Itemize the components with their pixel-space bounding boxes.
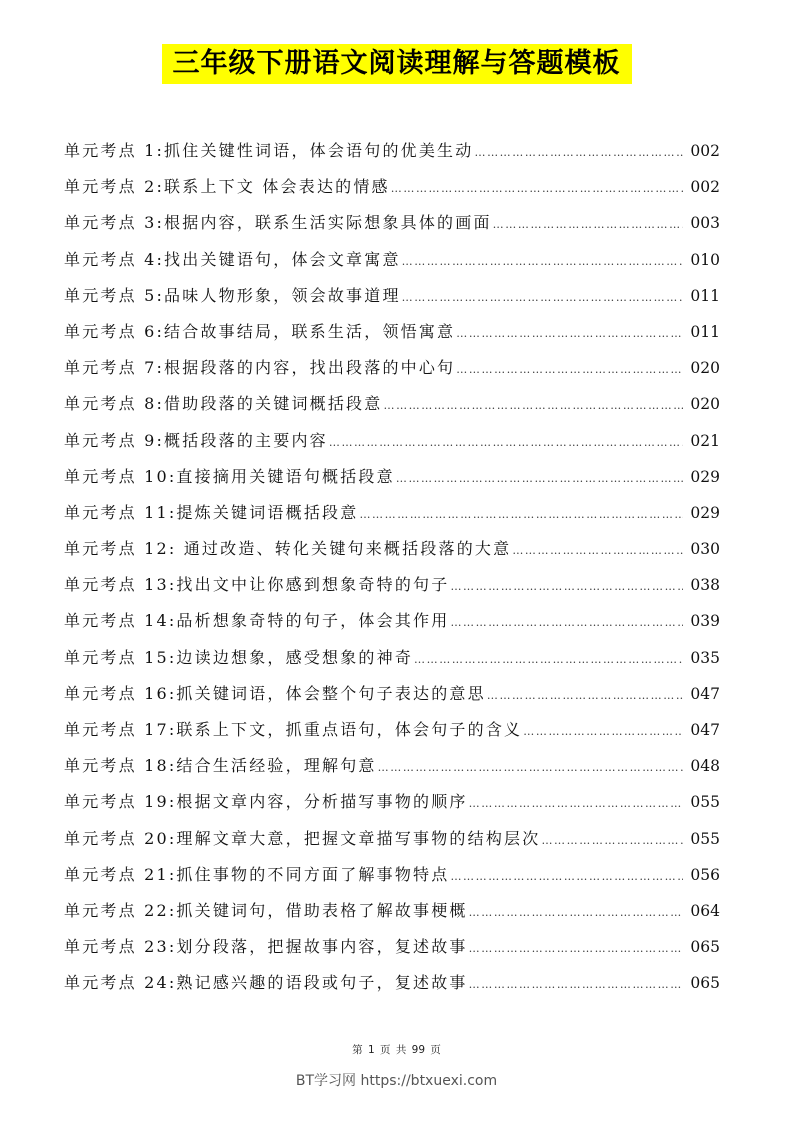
toc-entry-page: 020 <box>690 395 720 414</box>
toc-entry-page: 002 <box>690 178 720 197</box>
dot-leader <box>469 901 683 925</box>
toc-entry-page: 010 <box>690 250 720 269</box>
toc-entry-label: 单元考点 23:划分段落，把握故事内容，复述故事 <box>64 937 468 957</box>
dot-leader <box>396 467 683 491</box>
toc-entry-page: 039 <box>690 612 720 631</box>
toc-entry-label: 单元考点 14:品析想象奇特的句子，体会其作用 <box>64 611 450 631</box>
dot-leader <box>469 937 683 961</box>
dot-leader <box>329 431 683 455</box>
dot-leader <box>493 213 683 237</box>
toc-entry-label: 单元考点 16:抓关键词语，体会整个句子表达的意思 <box>64 683 486 703</box>
toc-entry[interactable] <box>64 899 720 935</box>
dot-leader <box>378 756 683 780</box>
toc-entry-label: 单元考点 13:找出文中让你感到想象奇特的句子 <box>64 575 450 595</box>
toc-entry[interactable] <box>64 971 720 1007</box>
toc-entry[interactable] <box>64 573 720 609</box>
dot-leader <box>359 503 683 527</box>
toc-entry-label: 单元考点 9:概括段落的主要内容 <box>64 430 328 450</box>
toc-entry-page: 055 <box>690 829 720 848</box>
toc-entry-page: 011 <box>690 322 720 341</box>
toc-entry[interactable] <box>64 609 720 645</box>
dot-leader <box>523 720 683 744</box>
toc-entry-page: 020 <box>690 359 720 378</box>
toc-entry[interactable] <box>64 320 720 356</box>
dot-leader <box>383 394 683 418</box>
toc-entry[interactable] <box>64 175 720 211</box>
toc-entry[interactable] <box>64 392 720 428</box>
dot-leader <box>469 792 683 816</box>
toc-entry-page: 056 <box>690 865 720 884</box>
toc-entry[interactable] <box>64 465 720 501</box>
toc-entry-label: 单元考点 20:理解文章大意，把握文章描写事物的结构层次 <box>64 828 541 848</box>
toc-entry-page: 064 <box>690 901 720 920</box>
toc-entry-page: 002 <box>690 142 720 160</box>
toc-entry[interactable] <box>64 682 720 718</box>
dot-leader <box>414 648 683 672</box>
dot-leader <box>402 286 683 310</box>
dot-leader <box>450 611 683 635</box>
toc-entry-page: 047 <box>690 684 720 703</box>
toc-entry-page: 029 <box>690 503 720 522</box>
toc-entry[interactable] <box>64 790 720 826</box>
dot-leader <box>391 177 683 201</box>
title-container <box>0 44 793 84</box>
dot-leader <box>450 575 683 599</box>
toc-entry-page: 030 <box>690 540 720 559</box>
toc-entry[interactable] <box>64 718 720 754</box>
table-of-contents <box>64 139 720 1008</box>
toc-entry-label: 单元考点 22:抓关键词句，借助表格了解故事梗概 <box>64 900 468 920</box>
document-title: 三年级下册语文阅读理解与答题模板 <box>162 44 632 84</box>
toc-entry-label: 单元考点 10:直接摘用关键语句概括段意 <box>64 466 395 486</box>
toc-entry-label: 单元考点 19:根据文章内容，分析描写事物的顺序 <box>64 792 468 812</box>
toc-entry-page: 065 <box>690 938 720 957</box>
page-indicator: 第 1 页 共 99 页 <box>352 1044 441 1056</box>
toc-entry-page: 011 <box>690 286 720 305</box>
dot-leader <box>456 358 683 382</box>
toc-entry-page: 021 <box>690 431 720 450</box>
toc-entry-label: 单元考点 2:联系上下文 体会表达的情感 <box>64 177 390 197</box>
dot-leader <box>512 539 683 563</box>
toc-entry-label: 单元考点 18:结合生活经验，理解句意 <box>64 756 377 776</box>
dot-leader <box>487 684 683 708</box>
dot-leader <box>541 829 683 853</box>
toc-entry[interactable] <box>64 211 720 247</box>
toc-entry-label: 单元考点 17:联系上下文，抓重点语句，体会句子的含义 <box>64 720 523 739</box>
toc-entry[interactable] <box>64 863 720 899</box>
toc-entry-label: 单元考点 3:根据内容，联系生活实际想象具体的画面 <box>64 213 492 233</box>
toc-entry-page: 065 <box>690 974 720 993</box>
toc-entry-page: 048 <box>690 757 720 776</box>
toc-entry[interactable] <box>64 429 720 465</box>
toc-entry-label: 单元考点 24:熟记感兴趣的语段或句子，复述故事 <box>64 973 468 993</box>
toc-entry-label: 单元考点 6:结合故事结局，联系生活，领悟寓意 <box>64 321 456 341</box>
toc-entry[interactable] <box>64 139 720 175</box>
toc-entry-label: 单元考点 15:边读边想象，感受想象的神奇 <box>64 647 414 667</box>
toc-entry[interactable] <box>64 356 720 392</box>
site-watermark: BT学习网 https://btxuexi.com <box>295 1073 498 1089</box>
toc-entry-label: 单元考点 12: 通过改造、转化关键句来概括段落的大意 <box>64 539 512 559</box>
toc-entry-label: 单元考点 1:抓住关键性词语，体会语句的优美生动 <box>64 141 474 160</box>
toc-entry[interactable] <box>64 501 720 537</box>
toc-entry-page: 003 <box>690 214 720 233</box>
toc-entry[interactable] <box>64 248 720 284</box>
dot-leader <box>450 865 683 889</box>
dot-leader <box>469 973 683 997</box>
toc-entry-page: 055 <box>690 793 720 812</box>
toc-entry-label: 单元考点 4:找出关键语句，体会文章寓意 <box>64 249 401 269</box>
toc-entry[interactable] <box>64 827 720 863</box>
toc-entry-label: 单元考点 5:品味人物形象，领会故事道理 <box>64 285 401 305</box>
toc-entry[interactable] <box>64 646 720 682</box>
dot-leader <box>474 141 683 165</box>
toc-entry-page: 035 <box>690 648 720 667</box>
toc-entry-page: 038 <box>690 576 720 595</box>
toc-entry-label: 单元考点 7:根据段落的内容，找出段落的中心句 <box>64 358 456 378</box>
toc-entry-page: 029 <box>690 467 720 486</box>
toc-entry[interactable] <box>64 537 720 573</box>
toc-entry-label: 单元考点 21:抓住事物的不同方面了解事物特点 <box>64 864 450 884</box>
toc-entry-label: 单元考点 8:借助段落的关键词概括段意 <box>64 394 383 414</box>
dot-leader <box>456 322 683 346</box>
dot-leader <box>402 250 683 274</box>
toc-entry-page: 047 <box>690 721 720 739</box>
toc-entry[interactable] <box>64 935 720 971</box>
toc-entry-label: 单元考点 11:提炼关键词语概括段意 <box>64 502 359 522</box>
toc-entry[interactable] <box>64 284 720 320</box>
toc-entry[interactable] <box>64 754 720 790</box>
